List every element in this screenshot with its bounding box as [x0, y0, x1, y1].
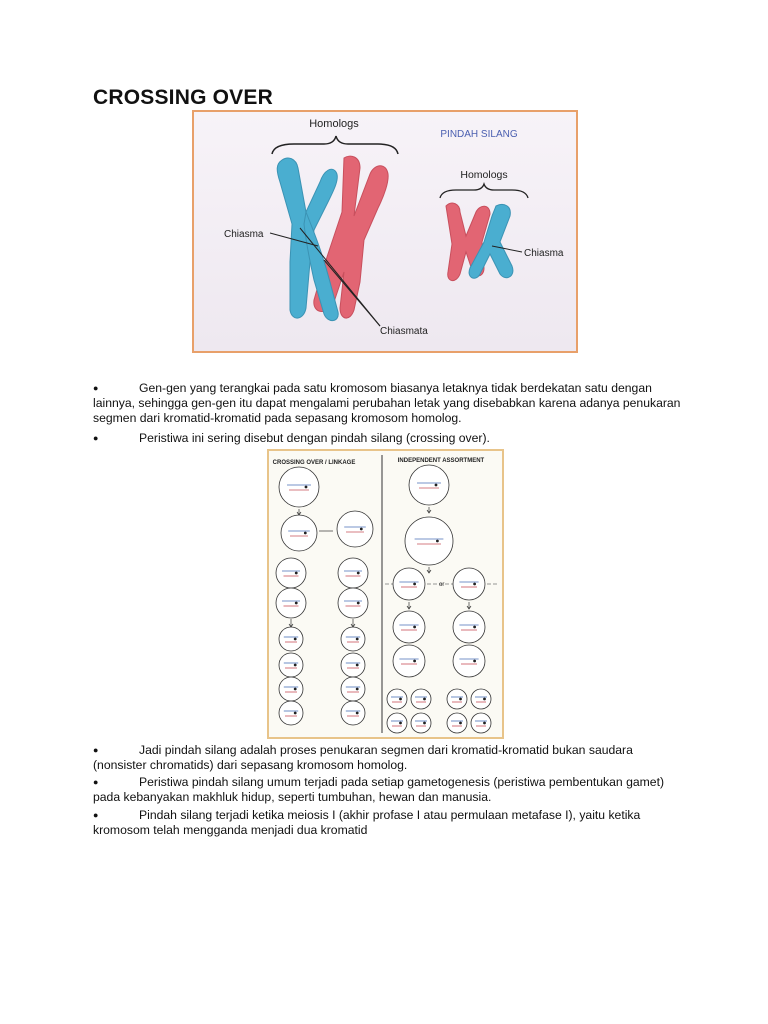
centromere-dot: [294, 664, 297, 667]
centromere-dot: [357, 572, 360, 575]
centromere-dot: [423, 698, 426, 701]
chiasmata-label: Chiasmata: [380, 326, 428, 337]
chiasma-label-left: Chiasma: [224, 229, 264, 240]
cell-circle: [281, 515, 317, 551]
crossing-over-illustration: [192, 110, 578, 353]
bullet-item: [93, 808, 683, 838]
centromere-dot: [473, 583, 476, 586]
centromere-dot: [356, 638, 359, 641]
centromere-dot: [413, 660, 416, 663]
centromere-dot: [294, 688, 297, 691]
centromere-dot: [295, 602, 298, 605]
bullet-text: Peristiwa ini sering disebut dengan pindah silang (crossing over).: [139, 431, 490, 445]
centromere-dot: [295, 572, 298, 575]
cell-circle: [447, 713, 467, 733]
cell-circle: [393, 611, 425, 643]
cell-circle: [453, 645, 485, 677]
centromere-dot: [436, 540, 439, 543]
cell-circle: [341, 677, 365, 701]
bullet-item: [93, 431, 683, 446]
cell-circle: [276, 558, 306, 588]
centromere-dot: [459, 722, 462, 725]
centromere-dot: [360, 528, 363, 531]
cell-circle: [338, 558, 368, 588]
cell-circle: [393, 568, 425, 600]
bullet-text: Gen-gen yang terangkai pada satu kromosom biasanya letaknya tidak berdekatan satu dengan lainnya, sehingga gen-gen itu dapat mengalami perubahan letak yang disebabkan karena adanya penukaran segmen dari kromatid-kromatid pada sepasang kromosom homolog.: [93, 381, 681, 425]
centromere-dot: [399, 698, 402, 701]
cell-circle: [453, 611, 485, 643]
or-label: or: [439, 582, 445, 588]
centromere-dot: [413, 583, 416, 586]
centromere-dot: [459, 698, 462, 701]
cell-circle: [471, 689, 491, 709]
bullet-item: [93, 775, 683, 805]
bullet-text: Pindah silang terjadi ketika meiosis I (akhir profase I atau permulaan metafase I), yaitu ketika kromosom telah mengganda menjadi dua kromatid: [93, 808, 641, 837]
centromere-dot: [483, 698, 486, 701]
cell-circle: [341, 653, 365, 677]
chromosome-diagram: [194, 112, 576, 351]
cell-circle: [338, 588, 368, 618]
bullet-icon: ●: [93, 810, 99, 820]
cell-circle: [393, 645, 425, 677]
centromere-dot: [356, 664, 359, 667]
cell-circle: [279, 467, 319, 507]
centromere-dot: [356, 712, 359, 715]
centromere-dot: [413, 626, 416, 629]
cell-circle: [341, 701, 365, 725]
cell-circle: [337, 511, 373, 547]
centromere-dot: [357, 602, 360, 605]
centromere-dot: [294, 712, 297, 715]
right-title: INDEPENDENT ASSORTMENT: [397, 458, 485, 464]
homologs-label-1: Homologs: [309, 118, 359, 130]
centromere-dot: [423, 722, 426, 725]
left-title: CROSSING OVER / LINKAGE: [272, 460, 356, 466]
centromere-dot: [294, 638, 297, 641]
homologs-label-2: Homologs: [460, 169, 508, 181]
centromere-dot: [356, 688, 359, 691]
page-title: CROSSING OVER: [93, 86, 273, 109]
cell-circle: [409, 465, 449, 505]
cell-circle: [411, 713, 431, 733]
cell-circle: [471, 713, 491, 733]
centromere-dot: [483, 722, 486, 725]
bullet-icon: ●: [93, 433, 99, 443]
centromere-dot: [305, 486, 308, 489]
cell-circle: [405, 517, 453, 565]
bullet-text: Jadi pindah silang adalah proses penukaran segmen dari kromatid-kromatid bukan saudara (nonsister chromatids) dari sepasang kromosom homolog.: [93, 743, 633, 772]
centromere-dot: [473, 660, 476, 663]
bullet-item: [93, 743, 683, 773]
cell-circle: [279, 677, 303, 701]
centromere-dot: [435, 484, 438, 487]
bullet-item: [93, 381, 683, 426]
cell-circle: [341, 627, 365, 651]
bullet-icon: ●: [93, 383, 99, 393]
cell-circle: [279, 653, 303, 677]
cell-circle: [387, 689, 407, 709]
chiasma-label-right: Chiasma: [524, 248, 564, 259]
bullet-icon: ●: [93, 777, 99, 787]
cell-circle: [453, 568, 485, 600]
centromere-dot: [399, 722, 402, 725]
cell-circle: [279, 627, 303, 651]
cell-circle: [411, 689, 431, 709]
linkage-vs-assortment-diagram: [267, 449, 504, 739]
meiosis-diagram: [269, 451, 502, 737]
bullet-icon: ●: [93, 745, 99, 755]
cell-circle: [387, 713, 407, 733]
cell-circle: [447, 689, 467, 709]
cell-circle: [276, 588, 306, 618]
pindah-silang-label: PINDAH SILANG: [440, 129, 518, 140]
bullet-text: Peristiwa pindah silang umum terjadi pada setiap gametogenesis (peristiwa pembentukan gamet) pada kebanyakan makhluk hidup, seperti tumbuhan, hewan dan manusia.: [93, 775, 665, 804]
cell-circle: [279, 701, 303, 725]
centromere-dot: [473, 626, 476, 629]
centromere-dot: [304, 532, 307, 535]
